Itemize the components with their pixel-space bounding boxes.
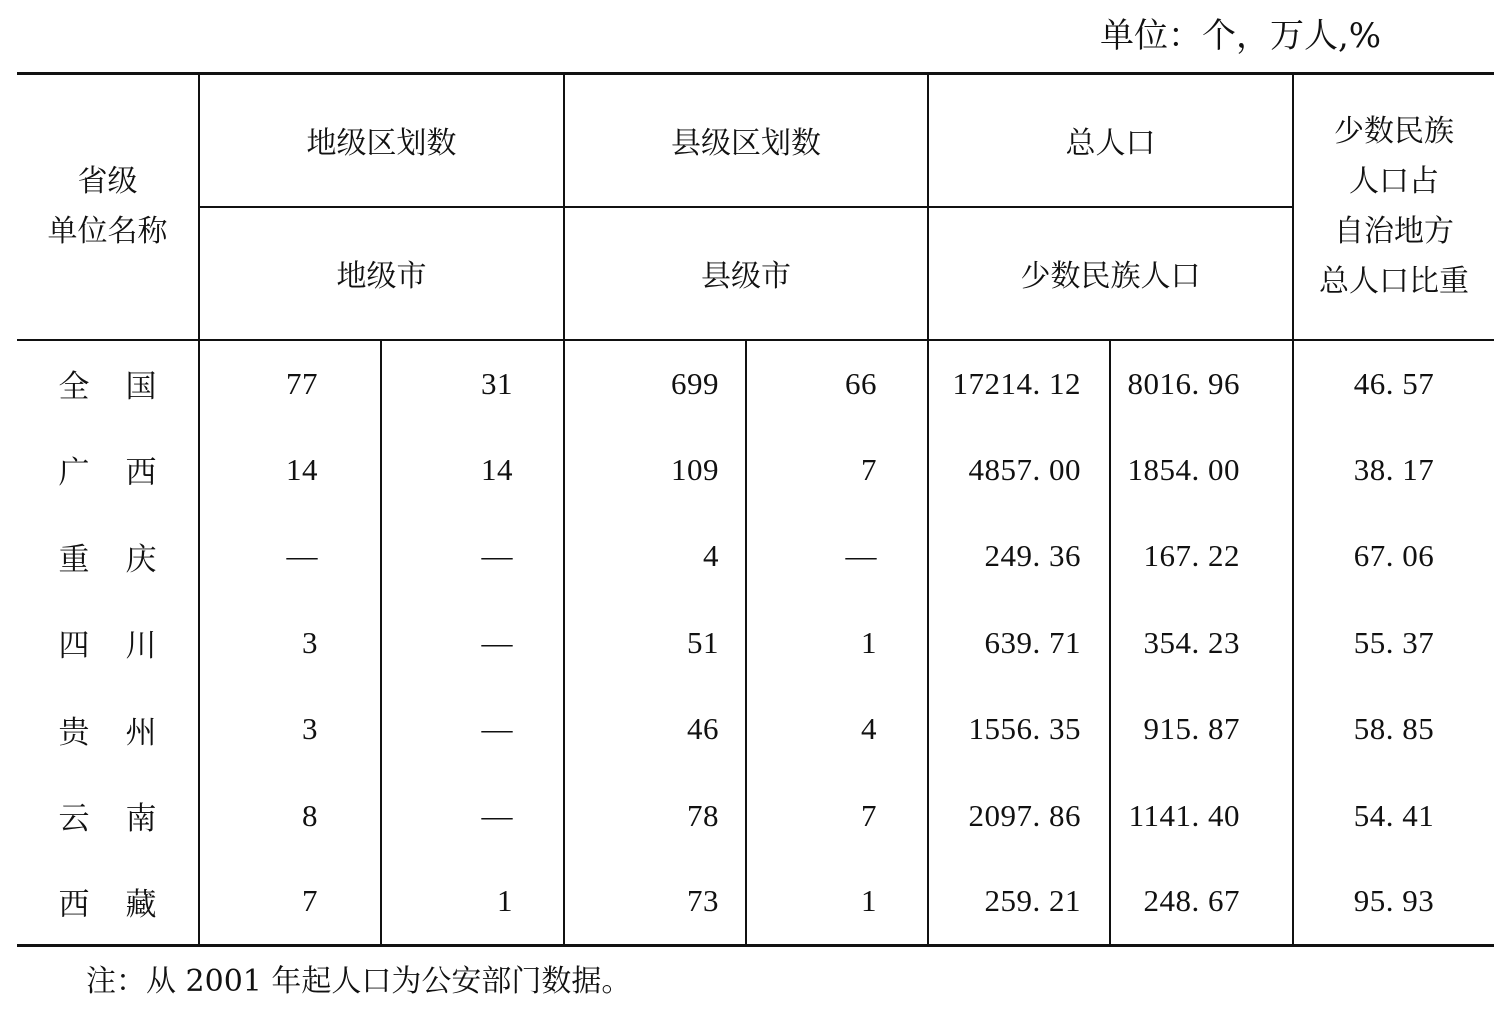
table-row <box>17 513 1494 600</box>
cell-minority-pop: 1854. 00 <box>1110 427 1293 513</box>
header-minority-share-line: 总人口比重 <box>1319 263 1469 299</box>
table-row <box>17 600 1494 686</box>
header-province <box>17 74 199 340</box>
row-name <box>17 859 199 946</box>
cell-pref-city: 14 <box>381 427 564 513</box>
table-row <box>17 340 1494 427</box>
header-minority-share-line: 少数民族 <box>1334 113 1454 149</box>
cell-pref-city: 31 <box>381 340 564 427</box>
cell-minority-share: 38. 17 <box>1293 427 1494 513</box>
table-row <box>17 686 1494 773</box>
cell-pref-division: 77 <box>199 340 381 427</box>
cell-pref-city: — <box>381 773 564 859</box>
cell-county-division: 73 <box>564 859 746 946</box>
cell-pref-city: — <box>381 513 564 600</box>
row-name-char: 州 <box>125 714 157 751</box>
row-name <box>17 513 199 600</box>
cell-total-pop: 2097. 86 <box>928 773 1110 859</box>
cell-minority-share: 54. 41 <box>1293 773 1494 859</box>
table-row <box>17 427 1494 513</box>
cell-pref-division: 14 <box>199 427 381 513</box>
header-minority-share <box>1293 74 1494 340</box>
header-pref-division: 地级区划数 <box>199 74 564 207</box>
cell-county-city: 1 <box>746 600 928 686</box>
cell-total-pop: 1556. 35 <box>928 686 1110 773</box>
header-minority-share-line: 人口占 <box>1349 163 1439 199</box>
row-name-char: 全 <box>58 369 90 405</box>
row-name <box>17 427 199 513</box>
row-name-char: 西 <box>125 455 157 491</box>
table-row <box>17 773 1494 859</box>
table-row <box>17 859 1494 946</box>
cell-minority-pop: 167. 22 <box>1110 513 1293 600</box>
cell-pref-division: 8 <box>199 773 381 859</box>
cell-county-division: 78 <box>564 773 746 859</box>
cell-minority-share: 95. 93 <box>1293 859 1494 946</box>
cell-pref-division: 3 <box>199 600 381 686</box>
row-name-char: 广 <box>58 455 90 491</box>
cell-county-division: 46 <box>564 686 746 773</box>
header-county-city: 县级市 <box>564 207 928 340</box>
row-name-char: 庆 <box>125 541 157 578</box>
data-table <box>17 72 1494 947</box>
row-name <box>17 600 199 686</box>
cell-minority-pop: 915. 87 <box>1110 686 1293 773</box>
cell-pref-division: — <box>199 513 381 600</box>
row-name-char: 国 <box>125 369 157 405</box>
cell-minority-pop: 8016. 96 <box>1110 340 1293 427</box>
cell-total-pop: 639. 71 <box>928 600 1110 686</box>
header-province-line: 省级 <box>77 163 138 199</box>
cell-county-division: 109 <box>564 427 746 513</box>
cell-county-division: 699 <box>564 340 746 427</box>
row-name <box>17 686 199 773</box>
cell-county-city: 1 <box>746 859 928 946</box>
row-name-char: 南 <box>125 801 157 837</box>
cell-minority-pop: 354. 23 <box>1110 600 1293 686</box>
cell-pref-city: 1 <box>381 859 564 946</box>
row-name-char: 四 <box>58 628 90 664</box>
cell-total-pop: 259. 21 <box>928 859 1110 946</box>
unit-label: 单位：个，万人,% <box>1100 16 1382 56</box>
header-minority-share-line: 自治地方 <box>1334 213 1454 249</box>
row-name <box>17 773 199 859</box>
cell-county-division: 51 <box>564 600 746 686</box>
cell-county-city: 7 <box>746 773 928 859</box>
cell-pref-city: — <box>381 686 564 773</box>
row-name <box>17 340 199 427</box>
row-name-char: 川 <box>125 628 157 664</box>
cell-county-city: 4 <box>746 686 928 773</box>
footnote: 注：从 2001 年起人口为公安部门数据。 <box>86 964 632 999</box>
cell-minority-share: 46. 57 <box>1293 340 1494 427</box>
cell-county-division: 4 <box>564 513 746 600</box>
cell-pref-division: 3 <box>199 686 381 773</box>
header-minority-pop: 少数民族人口 <box>928 207 1293 340</box>
cell-minority-pop: 248. 67 <box>1110 859 1293 946</box>
cell-pref-city: — <box>381 600 564 686</box>
row-name-char: 贵 <box>58 714 90 751</box>
cell-total-pop: 17214. 12 <box>928 340 1110 427</box>
header-county-division: 县级区划数 <box>564 74 928 207</box>
row-name-char: 云 <box>58 801 90 837</box>
cell-minority-share: 55. 37 <box>1293 600 1494 686</box>
cell-minority-share: 67. 06 <box>1293 513 1494 600</box>
header-province-line: 单位名称 <box>47 213 168 249</box>
row-name-char: 西 <box>58 886 90 923</box>
cell-total-pop: 249. 36 <box>928 513 1110 600</box>
row-name-char: 重 <box>58 541 90 578</box>
cell-minority-pop: 1141. 40 <box>1110 773 1293 859</box>
cell-total-pop: 4857. 00 <box>928 427 1110 513</box>
header-total-pop: 总人口 <box>928 74 1293 207</box>
header-pref-city: 地级市 <box>199 207 564 340</box>
cell-county-city: 7 <box>746 427 928 513</box>
cell-county-city: — <box>746 513 928 600</box>
cell-county-city: 66 <box>746 340 928 427</box>
cell-minority-share: 58. 85 <box>1293 686 1494 773</box>
row-name-char: 藏 <box>125 886 157 923</box>
cell-pref-division: 7 <box>199 859 381 946</box>
